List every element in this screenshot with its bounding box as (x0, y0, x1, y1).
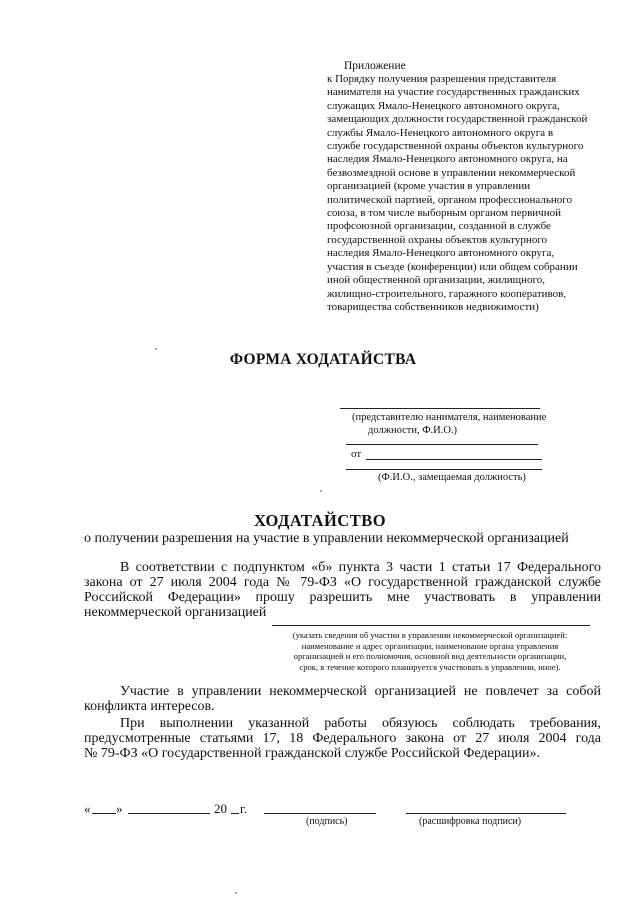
appendix-line: организацией (кроме участия в управлении (327, 180, 531, 193)
organization-note (262, 630, 598, 672)
appendix-line: наследия Ямало-Ненецкого автономного округа, (327, 247, 555, 260)
appendix-line: наследия Ямало-Ненецкого автономного округа, на (327, 153, 568, 166)
addressee-line (340, 408, 540, 409)
from-caption: (Ф.И.О., замещаемая должность) (378, 472, 526, 483)
signature-line (264, 813, 376, 814)
paragraph-line: В соответствии с подпунктом «б» пункта 3 части 1 статьи 17 Федерального (120, 560, 601, 575)
petition-title: ХОДАТАЙСТВО (253, 511, 387, 530)
note-line: (указать сведения об участии в управлении некоммерческой организацией: (292, 630, 568, 640)
addressee-caption-1: (представителю нанимателя, наименование (352, 412, 547, 423)
signature-decode-line (406, 813, 566, 814)
note-line: наименование и адрес организации, наименование органа управления (301, 640, 559, 651)
date-quote-open: « (84, 801, 91, 816)
appendix-text (327, 73, 617, 314)
paragraph-line: Российской Федерации» прошу разрешить мне участвовать в управлении (84, 590, 601, 605)
paragraph-line: № 79-ФЗ «О государственной гражданской службе Российской Федерации». (84, 746, 541, 761)
paragraph-line: Участие в управлении некоммерческой организацией не повлечет за собой (120, 684, 601, 699)
appendix-line: товарищества собственников недвижимости) (327, 300, 539, 313)
from-label: от (351, 448, 362, 460)
appendix-line: служащих Ямало-Ненецкого автономного округа, (327, 99, 560, 112)
appendix-line: политической партией, органом профессионального (327, 193, 572, 206)
organization-line (272, 625, 590, 626)
paragraph-line: конфликта интересов. (84, 699, 215, 714)
petition-subtitle: о получении разрешения на участие в управлении некоммерческой организацией (84, 531, 569, 546)
appendix-line: безвозмездной основе в управлении некоммерческой (327, 166, 576, 179)
appendix-line: иной общественной организации, жилищного, (327, 274, 546, 287)
appendix-line: союза, в том числе выборным органом первичной (327, 207, 561, 220)
paragraph-line: предусмотренные статьями 17, 18 Федерального закона от 27 июля 2004 года (84, 731, 601, 746)
date-year-line (231, 813, 239, 814)
date-quote-close: » (116, 801, 123, 816)
paragraph-line: некоммерческой организацией (84, 605, 267, 620)
scan-speck (235, 892, 237, 894)
paragraph-2 (84, 684, 601, 714)
appendix-line: участия в съезде (конференции) или общем собрании (327, 260, 578, 273)
from-line (366, 459, 542, 460)
from-line (346, 469, 542, 470)
appendix-line: службе государственной охраны объектов культурного (327, 140, 584, 153)
scan-speck (155, 348, 157, 350)
note-line: организацией и его полномочия, основной вид деятельности организации, (293, 651, 567, 661)
signature-decode-caption: (расшифровка подписи) (419, 816, 522, 827)
note-line: срок, в течение которого планируется участвовать в управлении, иное). (299, 661, 561, 672)
appendix-line: жилищно-строительного, гаражного кооперативов, (327, 287, 567, 300)
paragraph-1 (84, 560, 601, 620)
appendix-line: к Порядку получения разрешения представителя (327, 73, 557, 85)
date-year-suffix: г. (240, 801, 248, 816)
appendix-line: профсоюзной организации, созданной в службе (327, 220, 551, 233)
signature-caption: (подпись) (306, 816, 348, 827)
appendix-line: службы Ямало-Ненецкого автономного округа в (327, 126, 554, 139)
appendix-line: государственной охраны объектов культурного (327, 233, 548, 246)
form-title: ФОРМА ХОДАТАЙСТВА (229, 351, 417, 368)
appendix-line: замещающих должности государственной гражданской (327, 113, 588, 126)
appendix-title: Приложение (344, 60, 406, 72)
paragraph-line: При выполнении указанной работы обязуюсь соблюдать требования, (120, 716, 601, 731)
date-year: 20 (214, 801, 227, 816)
paragraph-line: закона от 27 июля 2004 года № 79-ФЗ «О государственной гражданской службе (84, 575, 601, 590)
paragraph-3 (84, 716, 601, 761)
addressee-caption-2: должности, Ф.И.О.) (368, 425, 458, 436)
appendix-line: нанимателя на участие государственных гражданских (327, 86, 580, 99)
date-month-line (128, 813, 210, 814)
date-day-line (92, 813, 116, 814)
scan-speck (320, 490, 322, 492)
addressee-line (346, 444, 538, 445)
